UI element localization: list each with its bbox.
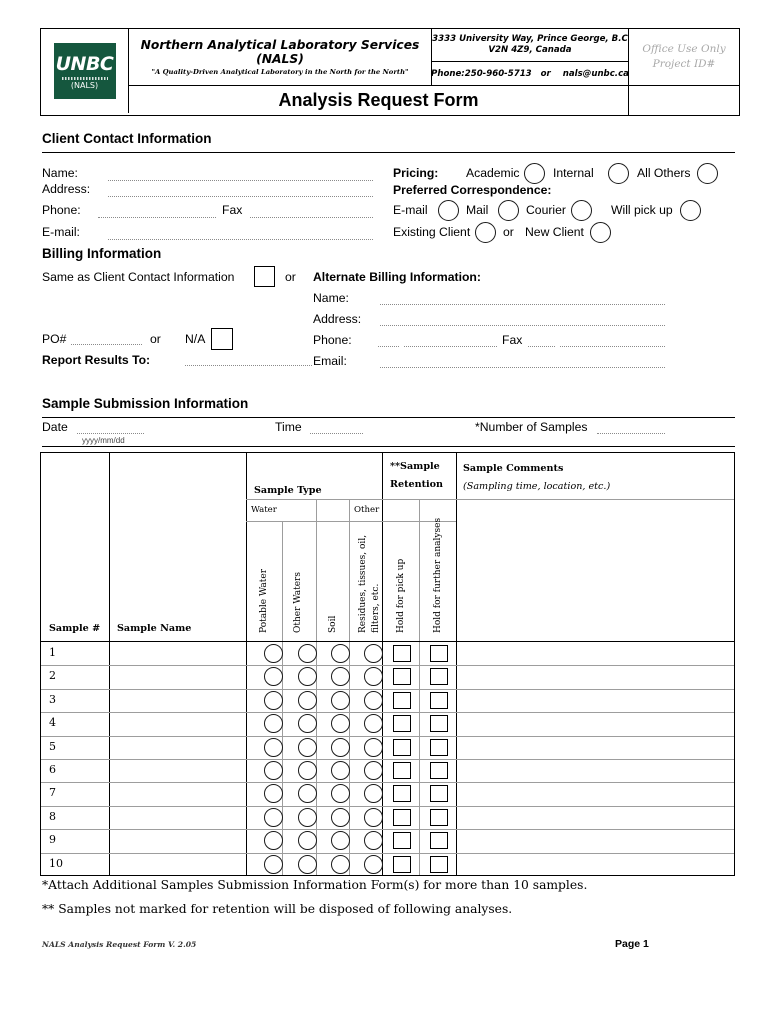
office-use-label: Office Use Only — [642, 43, 726, 55]
client-status-or-label: or — [503, 225, 514, 239]
sample-type-other-waters-radio[interactable] — [298, 714, 317, 733]
sample-submission-rule-2 — [42, 446, 735, 447]
retention-hold-for-pickup-checkbox[interactable] — [393, 809, 411, 826]
alternate-billing-heading: Alternate Billing Information: — [313, 270, 481, 284]
sample-type-other-waters-radio[interactable] — [298, 761, 317, 780]
billing-heading: Billing Information — [42, 246, 162, 261]
client-email-input[interactable] — [108, 239, 373, 240]
alt-address-input[interactable] — [380, 325, 665, 326]
organization-name-cell — [129, 29, 432, 86]
retention-hold-for-pickup-checkbox[interactable] — [393, 668, 411, 685]
existing-client-radio[interactable] — [475, 222, 496, 243]
sample-type-potable-water-radio[interactable] — [264, 714, 283, 733]
same-as-client-checkbox[interactable] — [254, 266, 275, 287]
organization-name-line2: (NALS) — [256, 52, 304, 66]
po-or-label: or — [150, 332, 161, 346]
alt-fax-label: Fax — [502, 333, 523, 347]
sample-type-soil-radio[interactable] — [331, 855, 350, 874]
sample-type-potable-water-radio[interactable] — [264, 738, 283, 757]
same-as-client-label: Same as Client Contact Information — [42, 270, 235, 284]
sample-submission-rule — [42, 417, 735, 418]
retention-hold-for-pickup-checkbox[interactable] — [393, 692, 411, 709]
sample-type-other-waters-radio[interactable] — [298, 691, 317, 710]
sample-comments-cell[interactable] — [457, 642, 734, 665]
correspondence-mail-radio[interactable] — [498, 200, 519, 221]
correspondence-email-radio[interactable] — [438, 200, 459, 221]
col-soil-header: Soil — [328, 615, 338, 633]
sample-type-other-waters-radio[interactable] — [298, 808, 317, 827]
time-input[interactable] — [310, 433, 363, 434]
sample-type-other-waters-radio[interactable] — [298, 667, 317, 686]
sample-type-soil-radio[interactable] — [331, 761, 350, 780]
sample-type-potable-water-radio[interactable] — [264, 855, 283, 874]
note-retention-disposal: ** Samples not marked for retention will be disposed of following analyses. — [42, 902, 513, 916]
sample-submission-heading: Sample Submission Information — [42, 396, 249, 411]
sample-comments-cell[interactable] — [457, 782, 734, 805]
table-row — [41, 712, 734, 735]
row-number: 9 — [49, 833, 56, 847]
report-results-to-label: Report Results To: — [42, 353, 151, 367]
correspondence-courier-radio[interactable] — [571, 200, 592, 221]
alt-name-label: Name: — [313, 291, 349, 305]
sample-type-residues-radio[interactable] — [364, 784, 383, 803]
date-label: Date — [42, 420, 68, 434]
sample-name-cell[interactable] — [110, 712, 245, 735]
subgroup-rule — [246, 521, 456, 522]
pricing-option-internal-radio[interactable] — [608, 163, 629, 184]
retention-hold-for-further-analysis-checkbox[interactable] — [430, 785, 448, 802]
col-residues-header-line2: filters, etc. — [371, 583, 381, 633]
number-of-samples-input[interactable] — [597, 433, 665, 434]
po-number-input[interactable] — [71, 344, 142, 345]
subgroup-other-header: Other — [354, 505, 380, 515]
sample-type-residues-radio[interactable] — [364, 808, 383, 827]
client-address-input[interactable] — [108, 196, 373, 197]
comments-header-title: Sample Comments — [463, 463, 564, 474]
sample-comments-cell[interactable] — [457, 665, 734, 688]
sample-type-potable-water-radio[interactable] — [264, 831, 283, 850]
existing-client-label: Existing Client — [393, 225, 471, 239]
retention-hold-for-pickup-checkbox[interactable] — [393, 645, 411, 662]
subgroup-water-header: Water — [251, 505, 277, 515]
sample-type-potable-water-radio[interactable] — [264, 691, 283, 710]
alt-fax-input-b[interactable] — [560, 346, 665, 347]
retention-hold-for-pickup-checkbox[interactable] — [393, 785, 411, 802]
sample-type-other-waters-radio[interactable] — [298, 855, 317, 874]
group-retention-header-line1: **Sample — [390, 461, 440, 472]
sample-type-potable-water-radio[interactable] — [264, 761, 283, 780]
new-client-radio[interactable] — [590, 222, 611, 243]
sample-comments-cell[interactable] — [457, 712, 734, 735]
pricing-option-allothers-label: All Others — [637, 166, 691, 180]
sample-comments-cell[interactable] — [457, 759, 734, 782]
row-number: 8 — [49, 809, 56, 823]
logo-green-box — [54, 43, 116, 99]
correspondence-willpickup-radio[interactable] — [680, 200, 701, 221]
retention-hold-for-further-analysis-checkbox[interactable] — [430, 715, 448, 732]
na-checkbox[interactable] — [211, 328, 233, 350]
logo-nals-text: (NALS) — [70, 80, 99, 90]
retention-hold-for-pickup-checkbox[interactable] — [393, 856, 411, 873]
alt-phone-label: Phone: — [313, 333, 352, 347]
billing-or-label: or — [285, 270, 296, 284]
address-cell — [432, 29, 629, 62]
time-label: Time — [275, 420, 302, 434]
footer-page-number: Page 1 — [615, 938, 649, 950]
col-hold-further-header: Hold for further analyses — [433, 517, 443, 633]
group-retention-header-line2: Retention — [390, 479, 444, 490]
sample-type-soil-radio[interactable] — [331, 667, 350, 686]
sample-type-other-waters-radio[interactable] — [298, 831, 317, 850]
sample-type-residues-radio[interactable] — [364, 831, 383, 850]
alt-email-label: Email: — [313, 354, 347, 368]
pricing-label: Pricing: — [393, 166, 439, 180]
group-sample-type-header: Sample Type — [254, 485, 322, 496]
retention-hold-for-further-analysis-checkbox[interactable] — [430, 645, 448, 662]
form-header — [40, 28, 740, 116]
alt-name-input[interactable] — [380, 304, 665, 305]
table-row — [41, 782, 734, 805]
client-address-label: Address: — [42, 182, 91, 196]
sample-type-potable-water-radio[interactable] — [264, 808, 283, 827]
retention-hold-for-pickup-checkbox[interactable] — [393, 832, 411, 849]
unbc-nals-logo — [41, 29, 129, 113]
sample-comments-cell[interactable] — [457, 853, 734, 876]
retention-hold-for-further-analysis-checkbox[interactable] — [430, 668, 448, 685]
sample-comments-cell[interactable] — [457, 736, 734, 759]
retention-hold-for-further-analysis-checkbox[interactable] — [430, 809, 448, 826]
sample-name-cell[interactable] — [110, 689, 245, 712]
sample-type-residues-radio[interactable] — [364, 714, 383, 733]
retention-hold-for-further-analysis-checkbox[interactable] — [430, 856, 448, 873]
sample-name-cell[interactable] — [110, 665, 245, 688]
table-row — [41, 853, 734, 876]
retention-hold-for-further-analysis-checkbox[interactable] — [430, 832, 448, 849]
address-line2: V2N 4Z9, Canada — [488, 45, 572, 55]
sample-type-other-waters-radio[interactable] — [298, 784, 317, 803]
comments-header-rule — [456, 499, 734, 500]
retention-hold-for-pickup-checkbox[interactable] — [393, 762, 411, 779]
row-number: 1 — [49, 646, 56, 659]
sample-name-cell[interactable] — [110, 829, 245, 852]
office-use-only-cell — [629, 29, 739, 86]
sample-type-soil-radio[interactable] — [331, 644, 350, 663]
sample-type-soil-radio[interactable] — [331, 831, 350, 850]
correspondence-courier-label: Courier — [526, 203, 566, 217]
project-id-label: Project ID# — [652, 58, 716, 70]
sample-name-cell[interactable] — [110, 853, 245, 876]
sample-comments-cell[interactable] — [457, 806, 734, 829]
correspondence-willpickup-label: Will pick up — [611, 203, 673, 217]
col-sample-number-header: Sample # — [49, 623, 101, 634]
sample-name-cell[interactable] — [110, 642, 245, 665]
comments-header-subtitle: (Sampling time, location, etc.) — [463, 481, 611, 492]
sample-name-cell[interactable] — [110, 736, 245, 759]
group-header-rule — [246, 499, 456, 500]
table-row — [41, 759, 734, 782]
table-row — [41, 736, 734, 759]
client-email-label: E-mail: — [42, 225, 80, 239]
po-number-label: PO# — [42, 332, 67, 346]
alt-phone-input-a[interactable] — [378, 346, 399, 347]
pricing-option-internal-label: Internal — [553, 166, 594, 180]
row-number: 6 — [49, 763, 56, 776]
col-sample-name-header: Sample Name — [117, 623, 192, 634]
sample-type-soil-radio[interactable] — [331, 714, 350, 733]
client-fax-input[interactable] — [250, 217, 373, 218]
table-row — [41, 665, 734, 688]
client-contact-heading: Client Contact Information — [42, 131, 212, 146]
sample-name-cell[interactable] — [110, 806, 245, 829]
logo-microtext-bar — [62, 77, 108, 80]
client-phone-label: Phone: — [42, 203, 81, 217]
form-title: Analysis Request Form — [129, 86, 629, 115]
sample-type-other-waters-radio[interactable] — [298, 644, 317, 663]
table-row — [41, 806, 734, 829]
sample-type-soil-radio[interactable] — [331, 691, 350, 710]
new-client-label: New Client — [525, 225, 584, 239]
sample-type-other-waters-radio[interactable] — [298, 738, 317, 757]
table-row — [41, 829, 734, 852]
sample-type-potable-water-radio[interactable] — [264, 784, 283, 803]
retention-hold-for-further-analysis-checkbox[interactable] — [430, 692, 448, 709]
retention-hold-for-further-analysis-checkbox[interactable] — [430, 739, 448, 756]
client-fax-label: Fax — [222, 203, 243, 217]
col-residues-header-line1: Residues, tissues, oil, — [358, 534, 368, 633]
footer-form-version: NALS Analysis Request Form V. 2.05 — [42, 940, 197, 949]
alt-phone-input-b[interactable] — [404, 346, 497, 347]
alt-fax-input-a[interactable] — [528, 346, 555, 347]
note-attach-additional: *Attach Additional Samples Submission Information Form(s) for more than 10 samples. — [42, 878, 588, 892]
sample-type-residues-radio[interactable] — [364, 644, 383, 663]
row-number: 10 — [49, 856, 63, 870]
sample-comments-cell[interactable] — [457, 689, 734, 712]
table-row — [41, 642, 734, 665]
client-name-label: Name: — [42, 166, 78, 180]
sample-comments-cell[interactable] — [457, 829, 734, 852]
sample-type-soil-radio[interactable] — [331, 784, 350, 803]
pricing-option-allothers-radio[interactable] — [697, 163, 718, 184]
correspondence-email-label: E-mail — [393, 203, 428, 217]
row-number: 5 — [49, 739, 56, 753]
report-results-to-input[interactable] — [185, 365, 312, 366]
retention-hold-for-pickup-checkbox[interactable] — [393, 739, 411, 756]
organization-name-line1: Northern Analytical Laboratory Services — [140, 38, 420, 52]
sample-type-soil-radio[interactable] — [331, 808, 350, 827]
sample-type-soil-radio[interactable] — [331, 738, 350, 757]
sample-type-residues-radio[interactable] — [364, 855, 383, 874]
alt-email-input[interactable] — [380, 367, 665, 368]
number-of-samples-label: *Number of Samples — [475, 420, 588, 434]
client-name-input[interactable] — [108, 180, 373, 181]
pricing-option-academic-label: Academic — [466, 166, 520, 180]
client-phone-input[interactable] — [98, 217, 216, 218]
col-potable-water-header: Potable Water — [259, 569, 269, 633]
pricing-option-academic-radio[interactable] — [524, 163, 545, 184]
sample-name-cell[interactable] — [110, 782, 245, 805]
organization-tagline: "A Quality-Driven Analytical Laboratory in the North for the North" — [151, 68, 409, 76]
row-number: 2 — [49, 669, 56, 683]
office-use-entry-box[interactable] — [629, 86, 739, 115]
retention-hold-for-further-analysis-checkbox[interactable] — [430, 762, 448, 779]
sample-type-residues-radio[interactable] — [364, 667, 383, 686]
col-other-waters-header: Other Waters — [293, 572, 303, 633]
logo-brand-text: UNBC — [55, 52, 114, 75]
correspondence-mail-label: Mail — [466, 203, 489, 217]
row-number: 7 — [49, 786, 56, 800]
preferred-correspondence-label: Preferred Correspondence: — [393, 183, 552, 197]
address-line1: 3333 University Way, Prince George, B.C — [432, 34, 628, 44]
row-number: 4 — [49, 716, 56, 730]
na-label: N/A — [185, 332, 206, 346]
sample-type-residues-radio[interactable] — [364, 761, 383, 780]
client-contact-rule — [42, 152, 735, 153]
table-row — [41, 689, 734, 712]
sample-type-potable-water-radio[interactable] — [264, 644, 283, 663]
date-input[interactable] — [77, 433, 144, 434]
sample-name-cell[interactable] — [110, 759, 245, 782]
alt-address-label: Address: — [313, 312, 362, 326]
col-hold-pickup-header: Hold for pick up — [396, 558, 406, 633]
date-format-hint: yyyy/mm/dd — [82, 436, 125, 445]
sample-type-residues-radio[interactable] — [364, 691, 383, 710]
phone-email-cell: Phone:250-960-5713 or nals@unbc.ca — [432, 62, 629, 86]
sample-type-residues-radio[interactable] — [364, 738, 383, 757]
row-number: 3 — [49, 692, 56, 706]
retention-hold-for-pickup-checkbox[interactable] — [393, 715, 411, 732]
sample-submission-table — [40, 452, 735, 876]
sample-type-potable-water-radio[interactable] — [264, 667, 283, 686]
